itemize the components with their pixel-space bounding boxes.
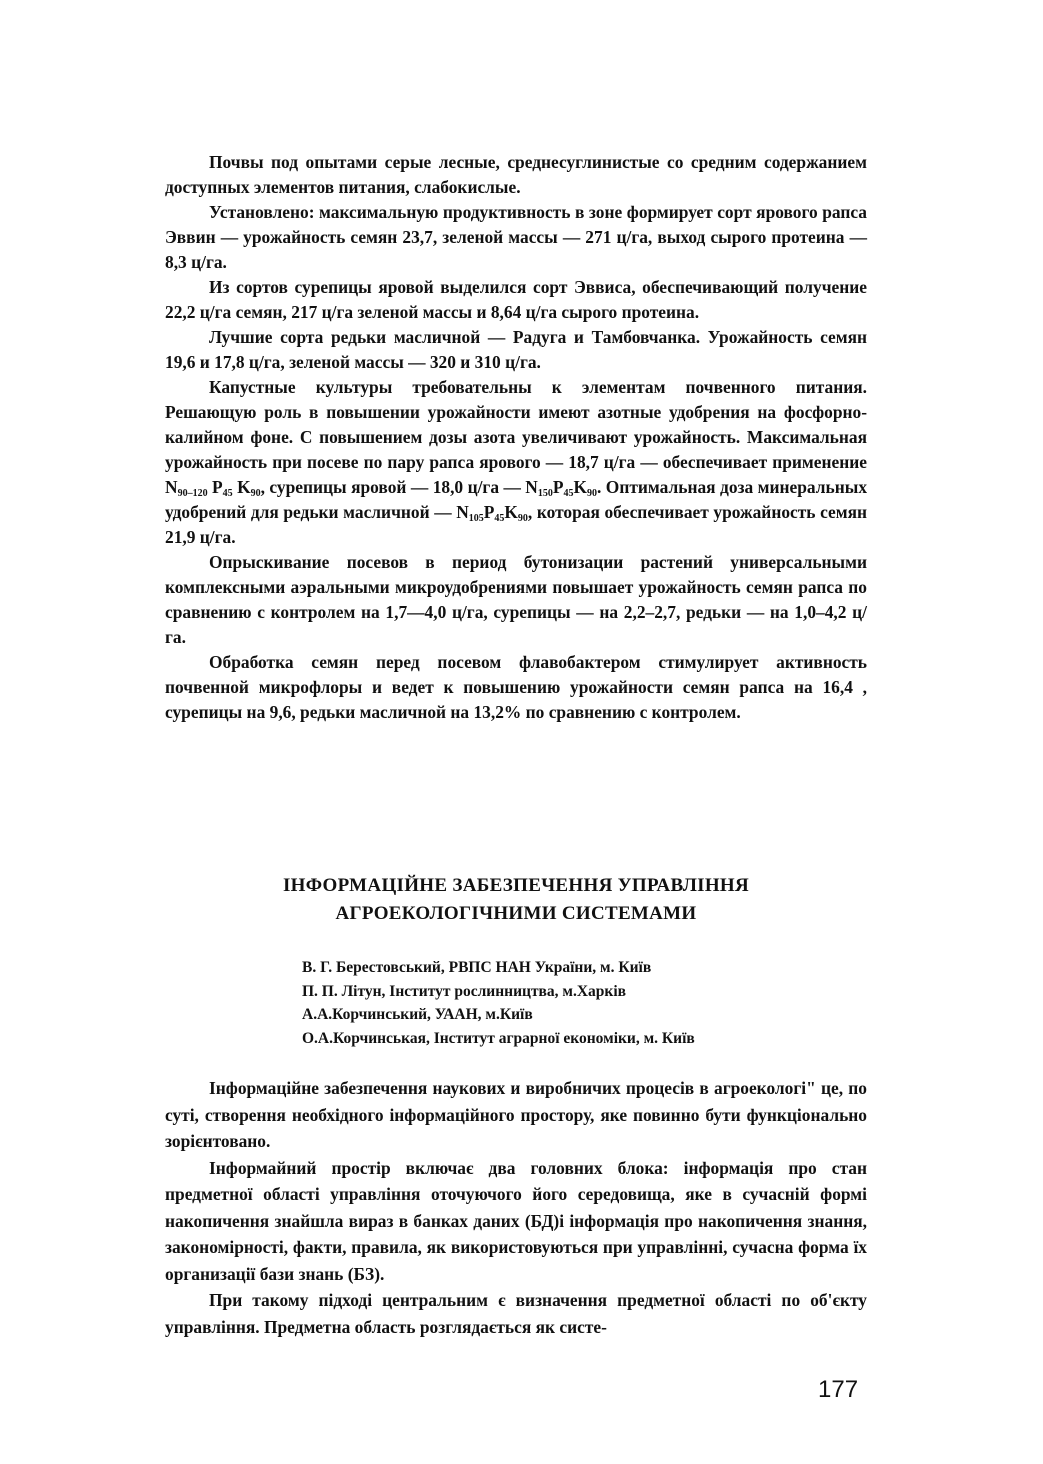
fertilizer-text: P [483, 502, 495, 522]
paragraph-seed-treatment: Обработка семян перед посевом флавобактером стимулирует активность почвенной микрофлоры и ведет к повышению урожайности семян рапса на 16,4 , сурепицы на 9,6, редьки масличной на 13,2% по сравнению с контролем. [165, 652, 867, 722]
fertilizer-subscript: 150 [537, 488, 553, 499]
top-text-section [165, 150, 867, 725]
article-paragraph: Інформаційне забезпечення наукових и виробничих процесів в агроекологі" це, по суті, створення необхідного інформаційного простору, яке повинно бути функціонально зорієнтовано. [165, 1078, 867, 1151]
fertilizer-subscript: 105 [468, 513, 484, 524]
fertilizer-text: , которая обеспечивает урожайность семян 21,9 ц/га. [165, 502, 868, 547]
fertilizer-text: . Оптимальная доза минеральных удобрений для редьки масличной — N [165, 477, 868, 522]
fertilizer-subscript: 45 [494, 513, 505, 524]
article-paragraph: При такому підході центральним є визначення предметної області по об'єкту управління. Предметна область розглядається як систе- [165, 1290, 867, 1337]
article-paragraph: Інформайний простір включає два головних блока: інформація про стан предметної області управління оточуючого його середовища, яке в сучасній формі накопичення знайшла вираз в банках даних (БД)і інформація про накопичення знання, закономірності, факти, правила, як використовуються при управлінні, сучасна форма їх организації бази знань (БЗ). [165, 1157, 867, 1284]
author-line: О.А.Корчинськая, Інститут аграрної економіки, м. Київ [302, 1029, 695, 1047]
fertilizer-subscript: 45 [222, 488, 233, 499]
article-title-line-2: АГРОЕКОЛОГІЧНИМИ СИСТЕМАМИ [335, 903, 697, 924]
fertilizer-text: Капустные культуры требовательны к элементам почвенного питания. Решающую роль в повышении урожайности имеют азотные удобрения на фосфорно-калийном фоне. С повышением дозы азота увеличивают урожайность. Максимальная урожайность при посеве по пару рапса ярового — 18,7 ц/га — обеспечивает применение N [165, 377, 867, 497]
fertilizer-subscript: 90 [587, 488, 598, 499]
fertilizer-text: K [504, 502, 518, 522]
author-line: А.А.Корчинський, УААН, м.Київ [302, 1006, 533, 1023]
article-body [165, 1075, 867, 1340]
fertilizer-text: , сурепицы яровой — 18,0 ц/га — N [260, 477, 538, 497]
fertilizer-subscript: 90 [517, 513, 528, 524]
paragraph-fertilizer-doses [165, 375, 867, 550]
paragraph-oil-radish-variety: Лучшие сорта редьки масличной — Радуга и Тамбовчанка. Урожайность семян 19,6 и 17,8 ц/га, зеленой массы — 320 и 310 ц/га. [165, 327, 867, 372]
paragraph-turnip-rape-variety: Из сортов сурепицы яровой выделился сорт Эввиса, обеспечивающий получение 22,2 ц/га семян, 217 ц/га зеленой массы и 8,64 ц/га сырого протеина. [165, 277, 867, 322]
author-line: П. П. Літун, Інститут рослинництва, м.Харків [302, 982, 627, 1000]
fertilizer-text: K [232, 477, 251, 497]
article-title-line-1: ІНФОРМАЦІЙНЕ ЗАБЕЗПЕЧЕННЯ УПРАВЛІННЯ [282, 875, 750, 896]
author-line: В. Г. Берестовський, РВПС НАН України, м. Київ [302, 959, 652, 976]
fertilizer-text: K [573, 477, 588, 497]
article-title [165, 872, 867, 928]
paragraph-rapeseed-variety: Установлено: максимальную продуктивность в зоне формирует сорт ярового рапса Эввин — урожайность семян 23,7, зеленой массы — 271 ц/га, выход сырого протеина — 8,3 ц/га. [165, 202, 867, 272]
page-number: 177 [818, 1376, 859, 1403]
paragraph-soils: Почвы под опытами серые лесные, среднесуглинистые со средним содержанием доступных элементов питания, слабокислые. [165, 152, 867, 197]
fertilizer-subscript: 90–120 [177, 488, 208, 499]
fertilizer-subscript: 90 [250, 488, 261, 499]
fertilizer-subscript: 45 [563, 488, 574, 499]
fertilizer-text: P [207, 477, 223, 497]
fertilizer-text: P [552, 477, 564, 497]
author-list [302, 956, 862, 1050]
paragraph-spraying: Опрыскивание посевов в период бутонизации растений универсальными комплексными аэральными микроудобрениями повышает урожайность семян рапса по сравнению с контролем на 1,7—4,0 ц/га, сурепицы — на 2,2–2,7, редьки — на 1,0–4,2 ц/га. [165, 552, 867, 647]
